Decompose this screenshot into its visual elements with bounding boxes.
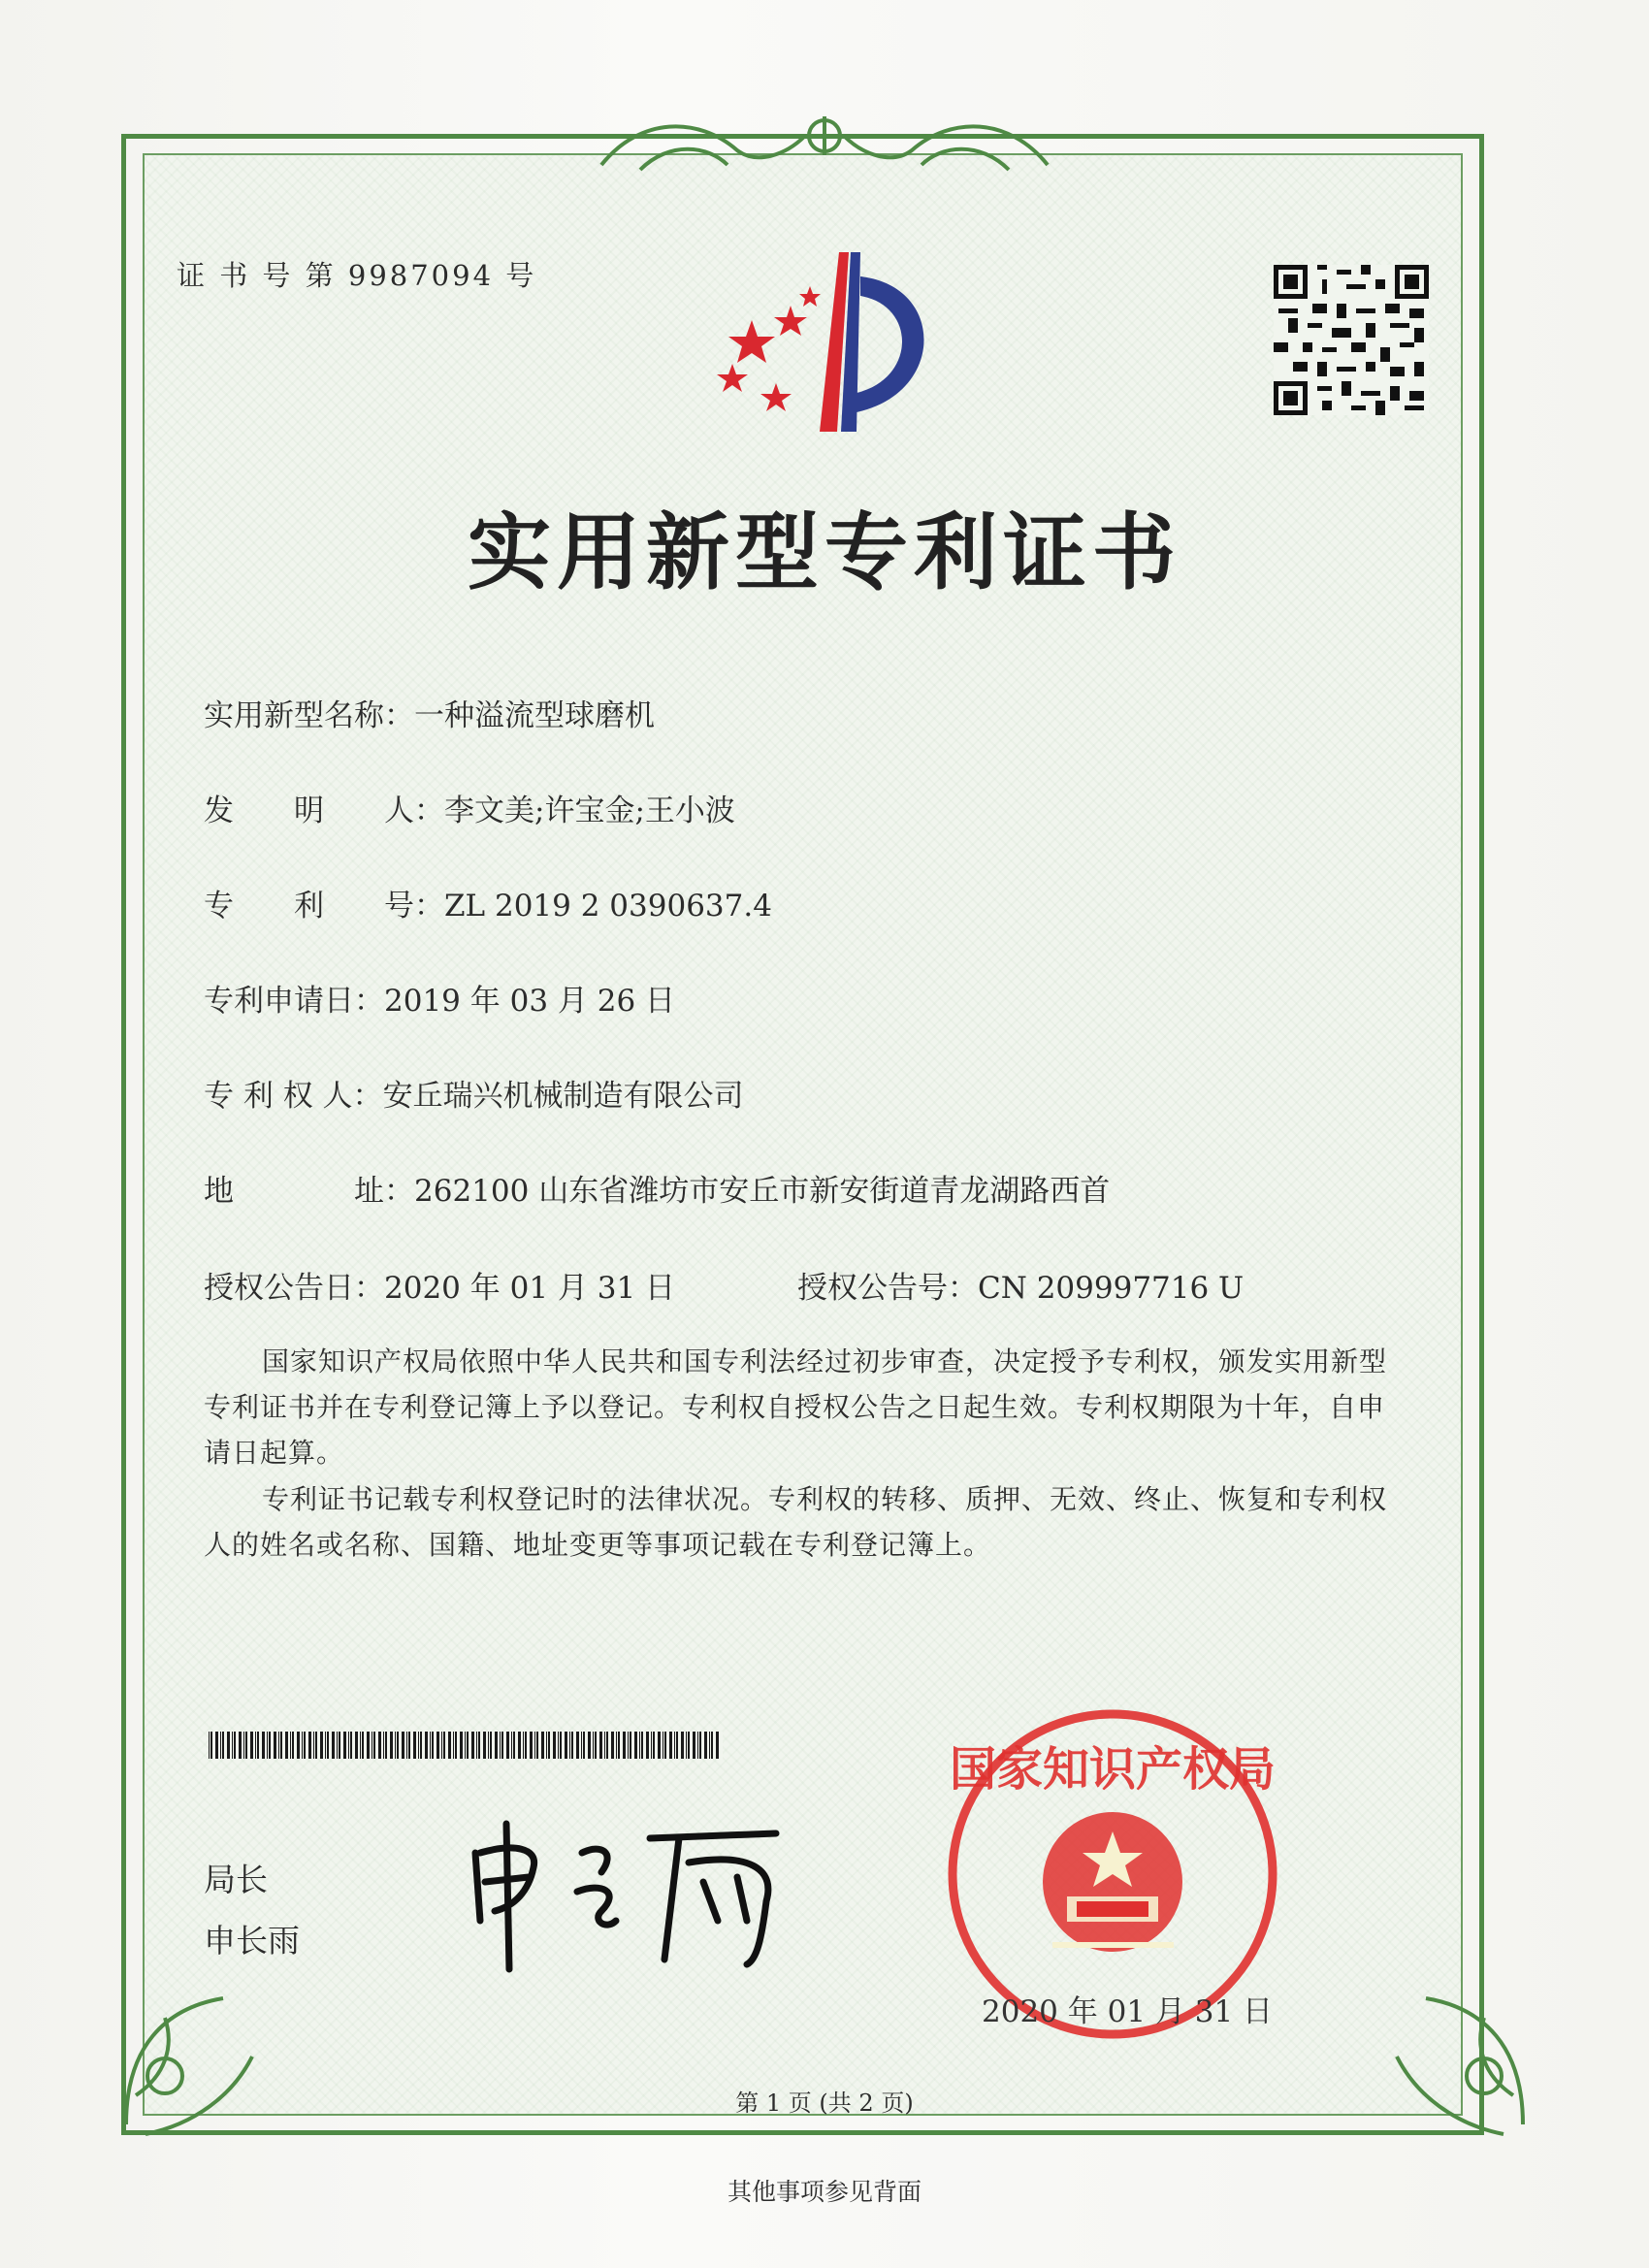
barcode-bar xyxy=(699,1732,701,1759)
barcode-bar xyxy=(280,1732,282,1759)
address-label: 地 址： xyxy=(204,1174,414,1209)
barcode-bar xyxy=(255,1732,256,1759)
barcode-bar xyxy=(546,1732,547,1759)
grant-number-value: CN 209997716 U xyxy=(978,1271,1245,1306)
barcode-bar xyxy=(395,1732,396,1759)
barcode-bar xyxy=(383,1732,384,1759)
barcode-bar xyxy=(210,1732,212,1759)
barcode-bar xyxy=(362,1732,364,1759)
barcode-bar xyxy=(453,1732,454,1759)
barcode-bar xyxy=(478,1732,480,1759)
barcode-bar xyxy=(430,1732,431,1759)
barcode-bar xyxy=(325,1732,326,1759)
barcode-bar xyxy=(530,1732,533,1759)
barcode-bar xyxy=(541,1732,544,1759)
barcode-bar xyxy=(646,1732,649,1759)
barcode-bar xyxy=(704,1732,707,1759)
barcode-bar xyxy=(576,1732,579,1759)
barcode-bar xyxy=(548,1732,550,1759)
grant-date-label: 授权公告日： xyxy=(204,1271,384,1306)
barcode-bar xyxy=(367,1732,370,1759)
barcode-bar xyxy=(658,1732,661,1759)
page-number: 第 1 页 (共 2 页) xyxy=(735,2090,914,2117)
barcode-bar xyxy=(641,1732,643,1759)
barcode-bar xyxy=(257,1732,259,1759)
barcode-bar xyxy=(664,1732,666,1759)
barcode-bar xyxy=(234,1732,236,1759)
barcode-bar xyxy=(313,1732,314,1759)
barcode-bar xyxy=(239,1732,242,1759)
patentee-value: 安丘瑞兴机械制造有限公司 xyxy=(382,1079,744,1114)
barcode-bar xyxy=(327,1732,329,1759)
barcode-bar xyxy=(350,1732,352,1759)
barcode-bar xyxy=(355,1732,358,1759)
barcode-bar xyxy=(390,1732,393,1759)
barcode-bar xyxy=(653,1732,655,1759)
barcode-bar xyxy=(360,1732,361,1759)
barcode-bar xyxy=(506,1732,509,1759)
barcode-bar xyxy=(320,1732,323,1759)
barcode-bar xyxy=(611,1732,614,1759)
certificate-title: 实用新型专利证书 xyxy=(468,503,1181,601)
barcode-bar xyxy=(304,1732,306,1759)
barcode-bar xyxy=(420,1732,422,1759)
barcode-bar xyxy=(604,1732,605,1759)
barcode-bar xyxy=(443,1732,445,1759)
barcode-bar xyxy=(278,1732,279,1759)
patentee-row xyxy=(204,1071,744,1115)
barcode-bar xyxy=(495,1732,498,1759)
barcode-bar xyxy=(693,1732,695,1759)
barcode-bar xyxy=(697,1732,698,1759)
barcode-bar xyxy=(483,1732,486,1759)
barcode-bar xyxy=(560,1732,562,1759)
utility-model-name-label: 实用新型名称： xyxy=(204,698,414,733)
barcode-bar xyxy=(215,1732,218,1759)
barcode-bar xyxy=(581,1732,582,1759)
barcode-bar xyxy=(681,1732,684,1759)
barcode-bar xyxy=(523,1732,524,1759)
cnipa-logo-icon xyxy=(694,247,936,437)
barcode-bar xyxy=(250,1732,253,1759)
inventor-row xyxy=(204,786,735,829)
barcode-bar xyxy=(460,1732,463,1759)
barcode-bar xyxy=(488,1732,489,1759)
barcode-bar xyxy=(471,1732,474,1759)
barcode-bar xyxy=(686,1732,687,1759)
barcode-bar xyxy=(297,1732,300,1759)
barcode-bar xyxy=(565,1732,567,1759)
barcode-bar xyxy=(711,1732,713,1759)
barcode-bar xyxy=(525,1732,527,1759)
barcode-bar xyxy=(599,1732,602,1759)
barcode-bar xyxy=(558,1732,559,1759)
footer-note: 其他事项参见背面 xyxy=(727,2178,922,2206)
qr-code-icon xyxy=(1274,265,1429,415)
barcode-bar xyxy=(467,1732,469,1759)
patent-number-row xyxy=(204,881,772,924)
barcode-bar xyxy=(285,1732,288,1759)
grant-number-label: 授权公告号： xyxy=(797,1271,978,1306)
barcode-bar xyxy=(378,1732,381,1759)
barcode-bar xyxy=(716,1732,719,1759)
filing-date-row xyxy=(204,976,675,1020)
barcode-bar xyxy=(518,1732,521,1759)
address-row xyxy=(204,1166,1110,1210)
barcode-bar xyxy=(513,1732,515,1759)
barcode-bar xyxy=(569,1732,570,1759)
utility-model-name-value: 一种溢流型球磨机 xyxy=(414,698,655,733)
barcode-bar xyxy=(267,1732,268,1759)
barcode-bar xyxy=(709,1732,710,1759)
grant-date-value: 2020 年 01 月 31 日 xyxy=(384,1271,676,1306)
barcode-bar xyxy=(373,1732,375,1759)
barcode-bar xyxy=(343,1732,346,1759)
barcode-bar xyxy=(623,1732,626,1759)
director-title: 局长 xyxy=(204,1861,268,1898)
barcode-bar xyxy=(413,1732,416,1759)
utility-model-name-row xyxy=(204,691,655,734)
barcode-bar xyxy=(455,1732,457,1759)
patent-number-value: ZL 2019 2 0390637.4 xyxy=(444,889,772,923)
barcode-bar xyxy=(571,1732,573,1759)
barcode-bar xyxy=(500,1732,501,1759)
seal-text-top: 国家知识产权局 xyxy=(949,1742,1277,1797)
barcode-bar xyxy=(490,1732,492,1759)
barcode-bar xyxy=(616,1732,617,1759)
barcode-bar xyxy=(220,1732,221,1759)
barcode-bar xyxy=(553,1732,556,1759)
grant-date-row xyxy=(204,1263,675,1307)
director-name: 申长雨 xyxy=(204,1922,300,1960)
barcode-icon xyxy=(209,1732,723,1759)
filing-date-value: 2019 年 03 月 26 日 xyxy=(384,984,676,1019)
barcode-bar xyxy=(262,1732,265,1759)
barcode-bar xyxy=(209,1732,210,1759)
barcode-bar xyxy=(595,1732,597,1759)
barcode-bar xyxy=(397,1732,399,1759)
barcode-bar xyxy=(669,1732,672,1759)
barcode-bar xyxy=(406,1732,407,1759)
barcode-bar xyxy=(302,1732,303,1759)
barcode-bar xyxy=(290,1732,291,1759)
grant-number-row xyxy=(797,1263,1244,1307)
barcode-bar xyxy=(436,1732,439,1759)
barcode-bar xyxy=(639,1732,640,1759)
barcode-bar xyxy=(337,1732,338,1759)
barcode-bar xyxy=(588,1732,591,1759)
barcode-bar xyxy=(408,1732,410,1759)
barcode-bar xyxy=(402,1732,404,1759)
barcode-bar xyxy=(593,1732,594,1759)
patentee-label: 专 利 权 人： xyxy=(204,1079,383,1114)
barcode-bar xyxy=(227,1732,230,1759)
barcode-bar xyxy=(432,1732,434,1759)
barcode-bar xyxy=(274,1732,276,1759)
barcode-bar xyxy=(308,1732,311,1759)
certificate-number: 证 书 号 第 9987094 号 xyxy=(177,259,537,292)
barcode-bar xyxy=(688,1732,690,1759)
barcode-bar xyxy=(418,1732,419,1759)
barcode-bar xyxy=(222,1732,224,1759)
barcode-bar xyxy=(348,1732,349,1759)
barcode-bar xyxy=(269,1732,271,1759)
body-paragraph-1: 国家知识产权局依照中华人民共和国专利法经过初步审查，决定授予专利权，颁发实用新型专利证书并在专利登记簿上予以登记。专利权自授权公告之日起生效。专利权期限为十年，自申请日起算。 xyxy=(204,1345,1388,1469)
director-signature xyxy=(456,1814,805,1979)
address-value: 262100 山东省潍坊市安丘市新安街道青龙湖路西首 xyxy=(414,1174,1111,1209)
barcode-bar xyxy=(245,1732,247,1759)
body-paragraph-2: 专利证书记载专利权登记时的法律状况。专利权的转移、质押、无效、终止、恢复和专利权人的姓名或名称、国籍、地址变更等事项记载在专利登记簿上。 xyxy=(204,1483,1388,1561)
barcode-bar xyxy=(465,1732,466,1759)
barcode-bar xyxy=(676,1732,678,1759)
barcode-bar xyxy=(674,1732,675,1759)
filing-date-label: 专利申请日： xyxy=(204,984,384,1019)
barcode-bar xyxy=(385,1732,387,1759)
barcode-bar xyxy=(536,1732,538,1759)
barcode-bar xyxy=(448,1732,451,1759)
barcode-bar xyxy=(243,1732,244,1759)
barcode-bar xyxy=(618,1732,620,1759)
barcode-bar xyxy=(534,1732,535,1759)
barcode-bar xyxy=(441,1732,442,1759)
barcode-bar xyxy=(583,1732,585,1759)
barcode-bar xyxy=(292,1732,294,1759)
barcode-bar xyxy=(425,1732,428,1759)
barcode-bar xyxy=(628,1732,629,1759)
patent-number-label: 专 利 号： xyxy=(204,889,444,923)
barcode-bar xyxy=(232,1732,233,1759)
seal-date: 2020 年 01 月 31 日 xyxy=(982,1994,1274,2029)
top-ornament-icon xyxy=(582,97,1067,184)
barcode-bar xyxy=(339,1732,340,1759)
barcode-bar xyxy=(511,1732,512,1759)
barcode-bar xyxy=(315,1732,317,1759)
barcode-bar xyxy=(501,1732,503,1759)
barcode-bar xyxy=(332,1732,335,1759)
barcode-bar xyxy=(476,1732,477,1759)
inventor-label: 发 明 人： xyxy=(204,794,444,828)
barcode-bar xyxy=(606,1732,608,1759)
barcode-bar xyxy=(651,1732,652,1759)
barcode-bar xyxy=(630,1732,631,1759)
barcode-bar xyxy=(634,1732,637,1759)
inventor-value: 李文美;许宝金;王小波 xyxy=(444,794,735,828)
